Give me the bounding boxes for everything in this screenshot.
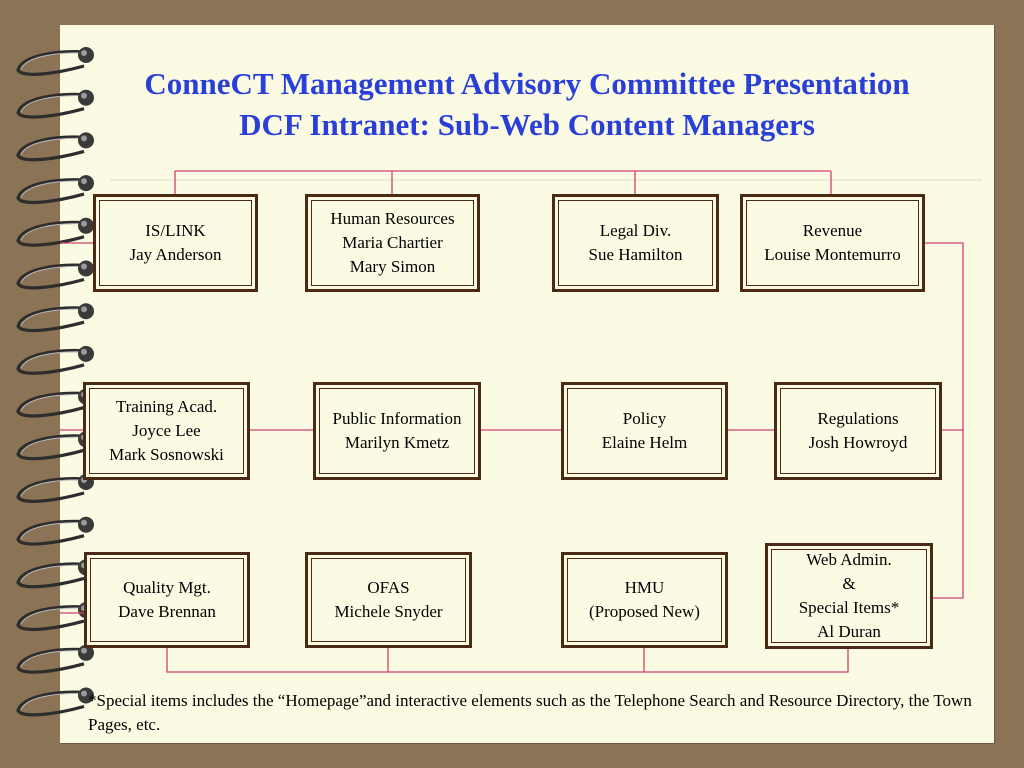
- box-revenue-unit: Revenue: [802, 221, 863, 240]
- box-hmu: [561, 552, 728, 648]
- box-quality-name: Dave Brennan: [118, 602, 216, 621]
- box-quality-unit: Quality Mgt.: [123, 578, 211, 597]
- footnote: *Special items includes the “Homepage”and interactive elements such as the Telephone Search and Resource Directory, the Town Pages, etc.: [88, 691, 972, 734]
- box-revenue-name: Louise Montemurro: [764, 245, 901, 264]
- box-islink-unit: IS/LINK: [145, 221, 206, 240]
- box-training-name-2: Mark Sosnowski: [109, 445, 224, 464]
- slide-subtitle: DCF Intranet: Sub-Web Content Managers: [239, 107, 815, 142]
- box-pubinfo-name: Marilyn Kmetz: [344, 433, 450, 452]
- box-policy: [561, 382, 728, 480]
- box-regulations-name: Josh Howroyd: [808, 433, 908, 452]
- box-training: [83, 382, 250, 480]
- box-hr-name-1: Maria Chartier: [342, 233, 443, 252]
- box-pubinfo-unit: Public Information: [332, 409, 462, 428]
- box-policy-unit: Policy: [622, 409, 667, 428]
- box-islink-name: Jay Anderson: [129, 245, 222, 264]
- box-training-name-1: Joyce Lee: [132, 421, 201, 440]
- box-regulations-unit: Regulations: [817, 409, 899, 428]
- box-public-information: [313, 382, 481, 480]
- box-ofas-unit: OFAS: [367, 578, 410, 597]
- box-ofas-name: Michele Snyder: [334, 602, 443, 621]
- box-legal-unit: Legal Div.: [599, 221, 672, 240]
- box-hmu-unit: HMU: [624, 578, 665, 597]
- box-islink: [93, 194, 258, 292]
- box-policy-name: Elaine Helm: [601, 433, 688, 452]
- box-hr-name-2: Mary Simon: [349, 257, 436, 276]
- box-ofas: [305, 552, 472, 648]
- box-webadmin-special: Special Items*: [798, 598, 900, 617]
- box-training-unit: Training Acad.: [115, 397, 218, 416]
- box-legal: [552, 194, 719, 292]
- box-webadmin-amp: &: [842, 574, 856, 593]
- box-regulations: [774, 382, 942, 480]
- box-hr-unit: Human Resources: [330, 209, 455, 228]
- slide-title: ConneCT Management Advisory Committee Presentation: [144, 66, 910, 101]
- box-hmu-note: (Proposed New): [589, 602, 700, 621]
- box-webadmin-unit: Web Admin.: [806, 550, 892, 569]
- box-webadmin-name: Al Duran: [817, 622, 881, 641]
- box-human-resources: [305, 194, 480, 292]
- box-web-admin: [765, 543, 933, 649]
- box-revenue: [740, 194, 925, 292]
- box-quality: [84, 552, 250, 648]
- box-legal-name: Sue Hamilton: [588, 245, 683, 264]
